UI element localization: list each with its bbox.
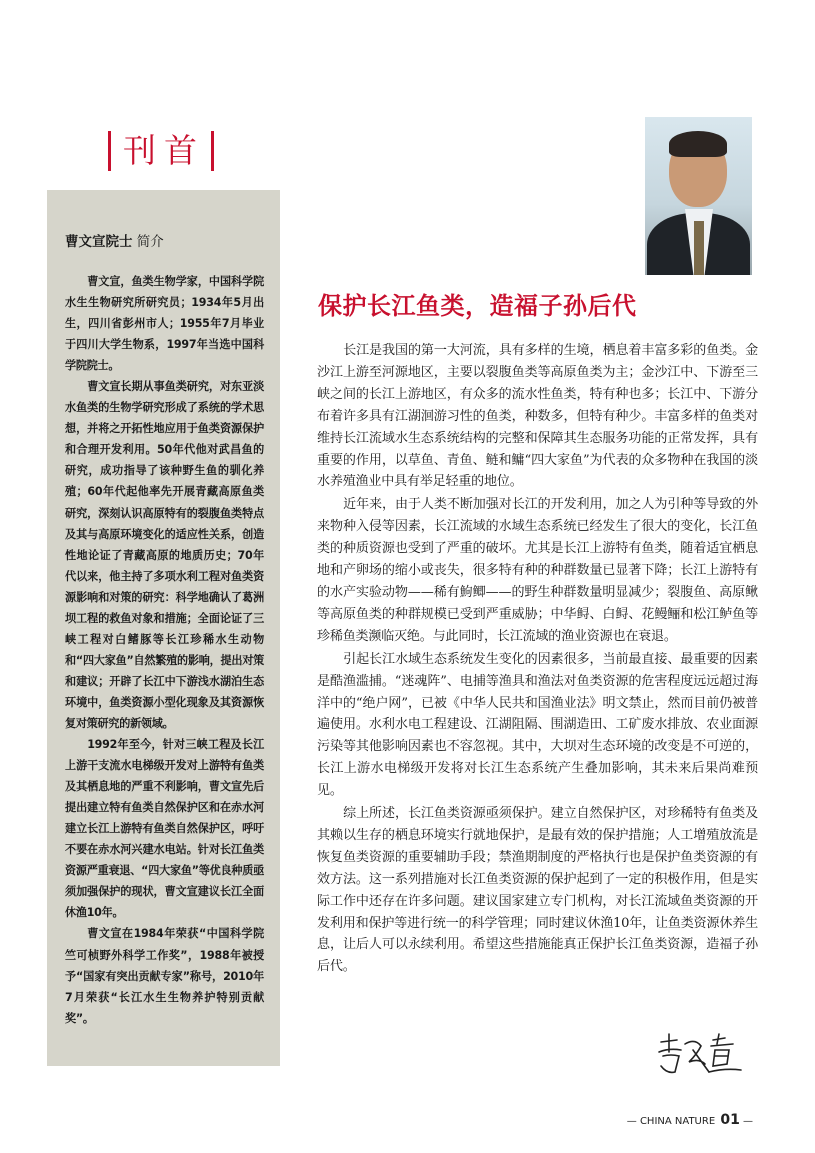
biography-name: 曹文宣院士 [65,234,133,250]
portrait-tie [694,221,704,275]
footer-page-number: 01 [720,1112,740,1128]
article-paragraph: 近年来，由于人类不断加强对长江的开发利用，加之人为引种等导致的外来物种入侵等因素，长江流域的水域生态系统已经发生了很大的变化，长江鱼类的种质资源也受到了严重的破坏。尤其是长江上游特有鱼类，随着适宜栖息地和产卵场的缩小或丧失，很多特有种的种群数量已显著下降；长江上游特有的水产实验动物——稀有鮈鲫——的野生种群数量明显减少；裂腹鱼、高原鳅等高原鱼类的种群规模已受到严重威胁；中华鲟、白鲟、花鳗鲡和松江鲈鱼等珍稀鱼类濒临灭绝。与此同时，长江流域的渔业资源也在衰退。 [317,497,758,644]
article-body [317,340,758,979]
article-paragraph: 引起长江水域生态系统发生变化的因素很多，当前最直接、最重要的因素是酷渔滥捕。“迷魂阵”、电捕等渔具和渔法对鱼类资源的危害程度远远超过海洋中的“绝户网”，已被《中华人民共和国渔业法》明文禁止，然而目前仍被普遍使用。水利水电工程建设、江湖阻隔、围湖造田、工矿废水排放、农业面源污染等其他影响因素也不容忽视。其中，大坝对生态环境的改变是不可逆的，长江上游水电梯级开发将对长江生态系统产生叠加影响，其未来后果尚难预见。 [317,651,758,799]
article-paragraph: 长江是我国的第一大河流，具有多样的生境，栖息着丰富多彩的鱼类。金沙江上游至河源地区，主要以裂腹鱼类等高原鱼类为主；金沙江中、下游至三峡之间的长江上游地区，有众多的流水性鱼类，特有种也多；长江中、下游分布着许多具有江湖洄游习性的鱼类，种数多，但特有种少。丰富多样的鱼类对维持长江流域水生态系统结构的完整和保障其生态服务功能的正常发挥，具有重要的作用，以草鱼、青鱼、鲢和鳙“四大家鱼”为代表的众多物种在我国的淡水养殖渔业中具有举足轻重的地位。 [317,343,758,490]
footer-dash: — [739,1116,753,1127]
biography-paragraph: 曹文宣，鱼类生物学家，中国科学院水生生物研究所研究员；1934年5月出生，四川省彭州市人；1955年7月毕业于四川大学生物系，1997年当选中国科学院院士。 [65,275,264,373]
biography-paragraph: 1992年至今，针对三峡工程及长江上游干支流水电梯级开发对上游特有鱼类及其栖息地的严重不利影响，曹文宣先后提出建立特有鱼类自然保护区和在赤水河建立长江上游特有鱼类自然保护区，呼吁不要在赤水河兴建水电站。针对长江鱼类资源严重衰退、“四大家鱼”等优良种质亟须加强保护的现状，曹文宣建议长江全面休渔10年。 [65,738,264,920]
page-footer [627,1112,753,1128]
biography-paragraph: 曹文宣长期从事鱼类研究，对东亚淡水鱼类的生物学研究形成了系统的学术思想，并将之开拓性地应用于鱼类资源保护和合理开发利用。50年代他对武昌鱼的研究，成功指导了该种野生鱼的驯化养殖；60年代起他率先开展青藏高原鱼类研究，深刻认识高原特有的裂腹鱼类特点及其与高原环境变化的适应性关系，创造性地论证了青藏高原的地质历史；70年代以来，他主持了多项水利工程对鱼类资源影响和对策的研究：科学地确认了葛洲坝工程的救鱼对象和措施；全面论证了三峡工程对白鳍豚等长江珍稀水生动物和“四大家鱼”自然繁殖的影响，提出对策和建议；开辟了长江中下游浅水湖泊生态环境中，鱼类资源小型化现象及其资源恢复对策研究的新领域。 [65,380,264,730]
portrait-hair [669,131,727,157]
biography-paragraph: 曹文宣在1984年荣获“中国科学院竺可桢野外科学工作奖”，1988年被授予“国家有突出贡献专家”称号，2010年7月荣获“长江水生生物养护特别贡献奖”。 [65,927,264,1025]
biography-title-suffix: 简介 [132,234,164,250]
article-headline: 保护长江鱼类，造福子孙后代 [318,292,637,320]
footer-magazine-name: — CHINA NATURE [626,1116,716,1127]
biography-sidebar [47,190,280,1066]
section-title [108,128,214,174]
section-title-text: 刊首 [123,131,205,170]
biography-title [65,230,264,250]
article-paragraph: 综上所述，长江鱼类资源亟须保护。建立自然保护区，对珍稀特有鱼类及其赖以生存的栖息环境实行就地保护，是最有效的保护措施；人工增殖放流是恢复鱼类资源的重要辅助手段；禁渔期制度的严格执行也是保护鱼类资源的有效方法。这一系列措施对长江鱼类资源的保护起到了一定的积极作用，但是实际工作中还存在许多问题。建议国家建立专门机构，对长江流域鱼类资源的开发利用和保护等进行统一的科学管理；同时建议休渔10年，让鱼类资源休养生息，让后人可以永续利用。希望这些措施能真正保护长江鱼类资源，造福子孙后代。 [317,806,758,975]
author-signature [655,1032,745,1076]
title-divider-right [211,131,214,171]
author-portrait-photo [645,117,752,275]
